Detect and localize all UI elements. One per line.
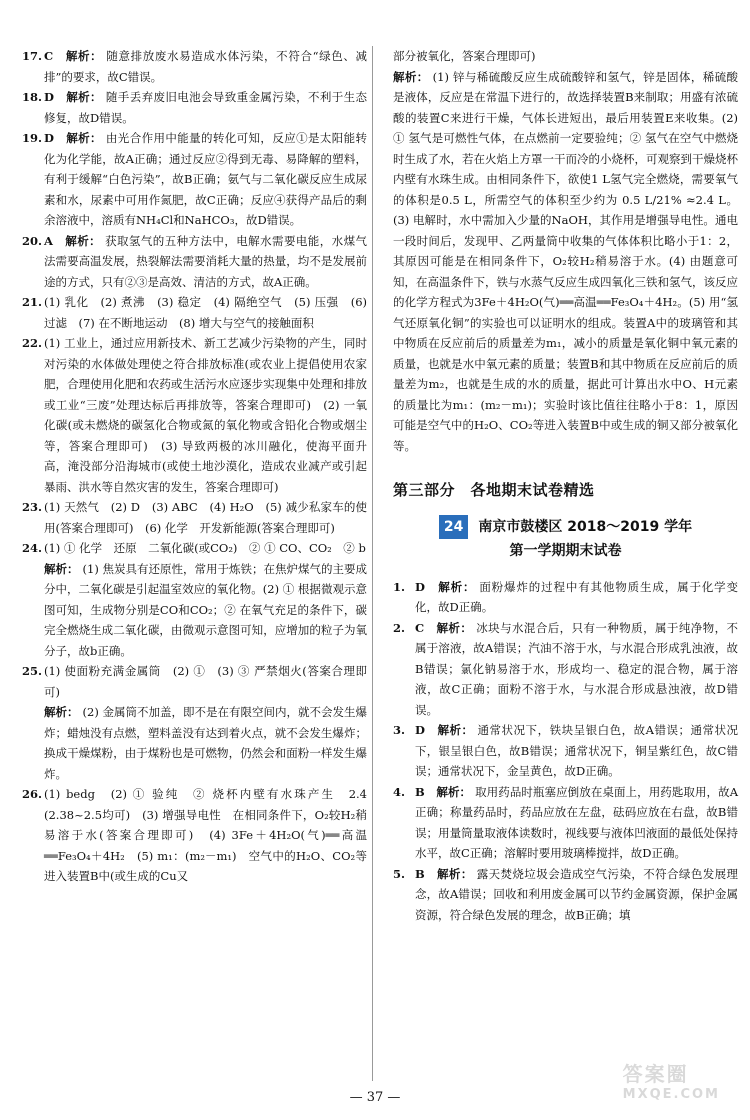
question-number: 17.: [22, 49, 43, 63]
question-number: 3.: [393, 723, 406, 737]
answer-text: (1) ① 化学 还原 二氧化碳(或CO₂) ② ① CO、CO₂ ② b: [44, 541, 366, 555]
question-number: 22.: [22, 336, 43, 350]
explanation-label: 解析：: [66, 131, 102, 145]
answer-choice: D: [44, 90, 54, 104]
explanation-text: 获取氢气的五种方法中，电解水需要电能，水煤气法需要高温发展，热裂解法需要消耗大量的热量，均不是发展前途的方式，只有②③是高效、清洁的方式，故A正确。: [44, 233, 368, 289]
question-number: 25.: [22, 664, 43, 678]
answer-24: [22, 538, 367, 661]
watermark-text: 答案圈: [622, 1062, 689, 1086]
question-number: 2.: [393, 620, 406, 635]
explanation-label: 解析：: [66, 90, 102, 104]
answer-26: [22, 784, 367, 887]
question-number: 1.: [393, 579, 406, 594]
answer-choice: B: [415, 784, 425, 799]
answer-1: [393, 577, 738, 618]
answer-choice: D: [44, 131, 54, 145]
exam-number-badge: 24: [439, 515, 468, 539]
explanation-text: 冰块与水混合后，只有一种物质，属于纯净物，不属于溶液，故A错误；汽油不溶于水，与水混合形成乳浊液，故B错误；氯化钠易溶于水，形成均一、稳定的混合物，属于溶液，故C正确；面粉不溶于水，与水混合形成悬浊液，故D错误。: [415, 620, 739, 717]
answer-text: (1) 使面粉充满金属筒 (2) ① (3) ③ 严禁烟火(答案合理即可): [44, 664, 367, 699]
answer-4: [393, 782, 738, 864]
right-column: [393, 46, 738, 925]
exam-title-line-1: 南京市鼓楼区 2018～2019 学年: [478, 518, 693, 535]
answer-choice: B: [415, 866, 425, 881]
explanation-label: 解析：: [44, 705, 79, 719]
answer-17: [22, 46, 367, 87]
watermark-logo: [623, 1058, 720, 1102]
question-number: 24.: [22, 541, 43, 555]
answer-text: (1) 天然气 (2) D (3) ABC (4) H₂O (5) 减少私家车的使用(答案合理即可) (6) 化学 开发新能源(答案合理即可): [44, 500, 367, 535]
answer-20: [22, 231, 367, 293]
explanation-text: 随意排放废水易造成水体污染，不符合“绿色、减排”的要求，故C错误。: [44, 49, 367, 84]
question-number: 26.: [22, 787, 43, 801]
section-title: 第三部分 各地期末试卷精选: [393, 481, 595, 499]
explanation-text: 随手丢弃废旧电池会导致重金属污染，不利于生态修复，故D错误。: [44, 90, 368, 125]
explanation-label: 解析：: [437, 723, 474, 737]
question-number: 19.: [22, 131, 43, 145]
answer-21: [22, 292, 367, 333]
answer-text: 部分被氧化，答案合理即可): [393, 49, 536, 63]
explanation-label: 解析：: [393, 69, 429, 84]
exam-title-line-2: 第一学期期末试卷: [509, 542, 622, 559]
answer-26-explanation: [393, 67, 738, 457]
answer-23: [22, 497, 367, 538]
answer-choice: D: [415, 723, 425, 737]
answer-text: (1) 工业上，通过应用新技术、新工艺减少污染物的产生，同时对污染的水体做处理使之符合排放标准(或农业上提倡使用农家肥，合理使用化肥和农药或生活污水应逐步实现集中处理和排放或工业“三废”处理达标后再排放等，答案合理即可) (2) 一氧化碳(或未燃烧的碳氢化合物或氮的氧化物或含铅化合物或烟尘等，答案合理即可) (3) 导致两极的冰川融化，使海平面升高，淹没部分沿海城市(或使土地沙漠化，造成农业减产或引起暴雨、洪水等自然灾害的发生，答案合理即可): [44, 336, 367, 494]
question-number: 23.: [22, 500, 43, 514]
explanation-text: 取用药品时瓶塞应倒放在桌面上，用药匙取用，故A正确；称量药品时，药品应放在左盘，砝码应放在右盘，故B错误；用量筒量取液体读数时，视线要与液体凹液面的最低处保持水平，故C正确；溶解时要用玻璃棒搅拌，故D正确。: [415, 784, 739, 860]
explanation-text: (1) 锌与稀硫酸反应生成硫酸锌和氢气，锌是固体，稀硫酸是液体，反应是在常温下进行的，故选择装置B来制取；用盛有浓硫酸的装置C来进行干燥，气体长进短出，最后用装置E来收集。(2) ① 氢气是可燃性气体，在点燃前一定要验纯；② 氢气在空气中燃烧时生成了水，若在火焰上方罩一干而冷的小烧杯，可观察到干燥烧杯内壁有水珠生成。由相同条件下，欲使1 L氢气完全燃烧，需要氧气的体积是0.5 L，所需空气的体积至少约为 0.5 L/21% ≈2.4 L。(3) 电解时，水中需加入少量的NaOH，其作用是增强导电性。通电一段时间后，发现甲、乙两量筒中收集的气体体积比略小于1：2，其原因可能是在相同条件下，O₂较H₂稍易溶于水。(4) 由题意可知，在高温条件下，铁与水蒸气反应生成四氧化三铁和氢气，该反应的化学方程式为3Fe＋4H₂O(气)══高温══Fe₃O₄＋4H₂。(5) 用“氢气还原氧化铜”的实验也可以证明水的组成。装置A中的玻璃管和其中物质在反应前后的质量差为m₁，减小的质量是氧化铜中氧元素的质量，也就是水中氧元素的质量；装置B和其中物质在反应前后的质量差为m₂，也就是生成的水的质量，据此可计算出水中O、H元素的质量比为m₁：(m₂－m₁)；实验时该比值往往略小于8：1，原因可能是空气中的H₂O、CO₂等进入装置B中或生成的铜又部分被氧化等。: [393, 69, 738, 453]
answer-19: [22, 128, 367, 231]
exam-heading: [393, 515, 738, 563]
answer-22: [22, 333, 367, 497]
explanation-label: 解析：: [44, 561, 79, 576]
explanation-label: 解析：: [65, 233, 102, 248]
explanation-label: 解析：: [436, 620, 473, 635]
explanation-label: 解析：: [436, 784, 472, 799]
answer-choice: A: [44, 233, 53, 248]
explanation-label: 解析：: [65, 49, 103, 63]
answer-5: [393, 864, 738, 926]
answer-2: [393, 618, 738, 721]
explanation-text: 露天焚烧垃圾会造成空气污染，不符合绿色发展理念，故A错误；回收和利用废金属可以节约金属资源，保护金属资源，符合绿色发展的理念，故B正确；填: [415, 866, 739, 922]
question-number: 21.: [22, 295, 43, 309]
explanation-text: 由光合作用中能量的转化可知，反应①是太阳能转化为化学能，故A正确；通过反应②得到无毒、易降解的塑料，有利于缓解“白色污染”，故B正确；氨气与二氧化碳反应生成尿素和水，尿素中可用作氮肥，故C正确；反应④获得产品后的剩余溶液中，溶质有NH₄Cl和NaHCO₃，故D错误。: [44, 131, 368, 227]
answer-25: [22, 661, 367, 784]
question-number: 4.: [393, 784, 406, 799]
explanation-text: 面粉爆炸的过程中有其他物质生成，属于化学变化，故D正确。: [415, 579, 739, 614]
left-column: [22, 46, 367, 887]
explanation-label: 解析：: [438, 579, 476, 594]
answer-3: [393, 720, 738, 782]
question-number: 20.: [22, 233, 43, 248]
explanation-label: 解析：: [437, 866, 473, 881]
answer-choice: C: [44, 49, 54, 63]
explanation-text: (2) 金属筒不加盖，即不是在有限空间内，就不会发生爆炸；蜡烛没有点燃，塑料盖没有达到着火点，就不会发生爆炸；换成干燥煤粉，由于煤粉也是可燃物，仍然会和面粉一样发生爆炸。: [44, 705, 367, 781]
explanation-text: 通常状况下，铁块呈银白色，故A错误；通常状况下，银呈银白色，故B错误；通常状况下，铜呈紫红色，故C错误；通常状况下，金呈黄色，故D正确。: [415, 723, 738, 778]
answer-26-continued: [393, 46, 738, 67]
question-number: 5.: [393, 866, 406, 881]
question-number: 18.: [22, 90, 43, 104]
watermark-url: MXQE.COM: [622, 1087, 720, 1102]
page-number: — 37 —: [349, 1090, 401, 1105]
answer-choice: D: [415, 579, 425, 594]
answer-text: (1) 乳化 (2) 煮沸 (3) 稳定 (4) 隔绝空气 (5) 压强 (6) 过滤 (7) 在不断地运动 (8) 增大与空气的接触面积: [44, 295, 367, 330]
answer-choice: C: [415, 620, 425, 635]
explanation-text: (1) 焦炭具有还原性，常用于炼铁；在焦炉煤气的主要成分中，二氧化碳是引起温室效应的氧化物。(2) ① 根据微观示意图可知，生成物分别是CO和CO₂；② 在氧气充足的条件下，碳完全燃烧生成二氧化碳，由微观示意图可知，应增加的粒子为氧分子，故b正确。: [44, 561, 367, 658]
answer-text: (1) bedg (2) ① 验纯 ② 烧杯内壁有水珠产生 2.4 (2.38~2.5均可) (3) 增强导电性 在相同条件下，O₂较H₂稍易溶于水(答案合理即可) (4) 3Fe＋4H₂O(气)══高温══Fe₃O₄＋4H₂ (5) m₁：(m₂－m₁) 空气中的H₂O、CO₂等进入装置B中(或生成的Cu又: [44, 787, 367, 883]
answer-18: [22, 87, 367, 128]
column-divider: [372, 46, 373, 1081]
